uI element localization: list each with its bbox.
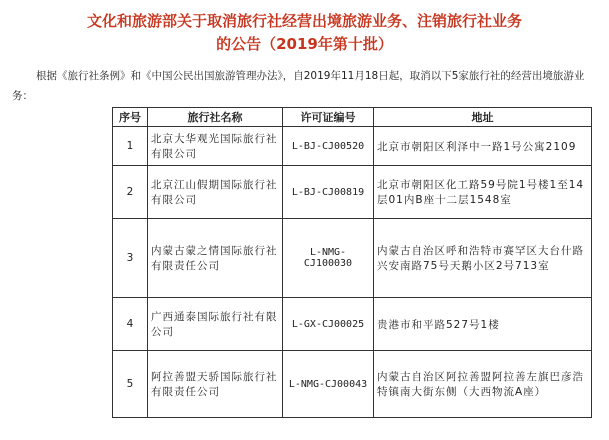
notice-title-line1: 文化和旅游部关于取消旅行社经营出境旅游业务、注销旅行社业务 [86,12,522,30]
row-license: L-NMG-CJ100030 [283,219,374,298]
row-address: 贵港市和平路527号1楼 [374,298,592,351]
row-no: 1 [113,127,148,166]
table-row [113,166,592,219]
header-address: 地址 [374,108,592,127]
row-name: 北京大华观光国际旅行社有限公司 [148,127,283,166]
row-license: L-BJ-CJ00520 [283,127,374,166]
row-license: L-NMG-CJ00043 [283,351,374,418]
header-no: 序号 [113,108,148,127]
notice-title-line2: 的公告（2019年第十批） [216,35,393,53]
table-row [113,219,592,298]
notice-intro: 根据《旅行社条例》和《中国公民出国旅游管理办法》，自2019年11月18日起，取消以下5家旅行社的经营出境旅游业务： [12,70,585,102]
header-name: 旅行社名称 [148,108,283,127]
row-no: 2 [113,166,148,219]
row-no: 5 [113,351,148,418]
row-no: 4 [113,298,148,351]
table-row [113,298,592,351]
row-address: 北京市朝阳区利泽中一路1号公寓2109 [374,127,592,166]
row-license: L-BJ-CJ00819 [283,166,374,219]
table-row [113,351,592,418]
row-name: 北京江山假期国际旅行社有限公司 [148,166,283,219]
header-license: 许可证编号 [283,108,374,127]
row-no: 3 [113,219,148,298]
notice-title [0,0,609,56]
row-name: 广西通泰国际旅行社有限公司 [148,298,283,351]
row-address: 内蒙古自治区阿拉善盟阿拉善左旗巴彦浩特镇南大街东侧（大西物流A座） [374,351,592,418]
row-name: 内蒙古蒙之情国际旅行社有限责任公司 [148,219,283,298]
row-address: 内蒙古自治区呼和浩特市赛罕区大台什路兴安南路75号天鹅小区2号713室 [374,219,592,298]
row-name: 阿拉善盟天骄国际旅行社有限责任公司 [148,351,283,418]
row-license: L-GX-CJ00025 [283,298,374,351]
table-header-row [113,108,592,127]
row-address: 北京市朝阳区化工路59号院1号楼1至14层01内B座十二层1548室 [374,166,592,219]
table-row [113,127,592,166]
agency-table [112,107,592,418]
